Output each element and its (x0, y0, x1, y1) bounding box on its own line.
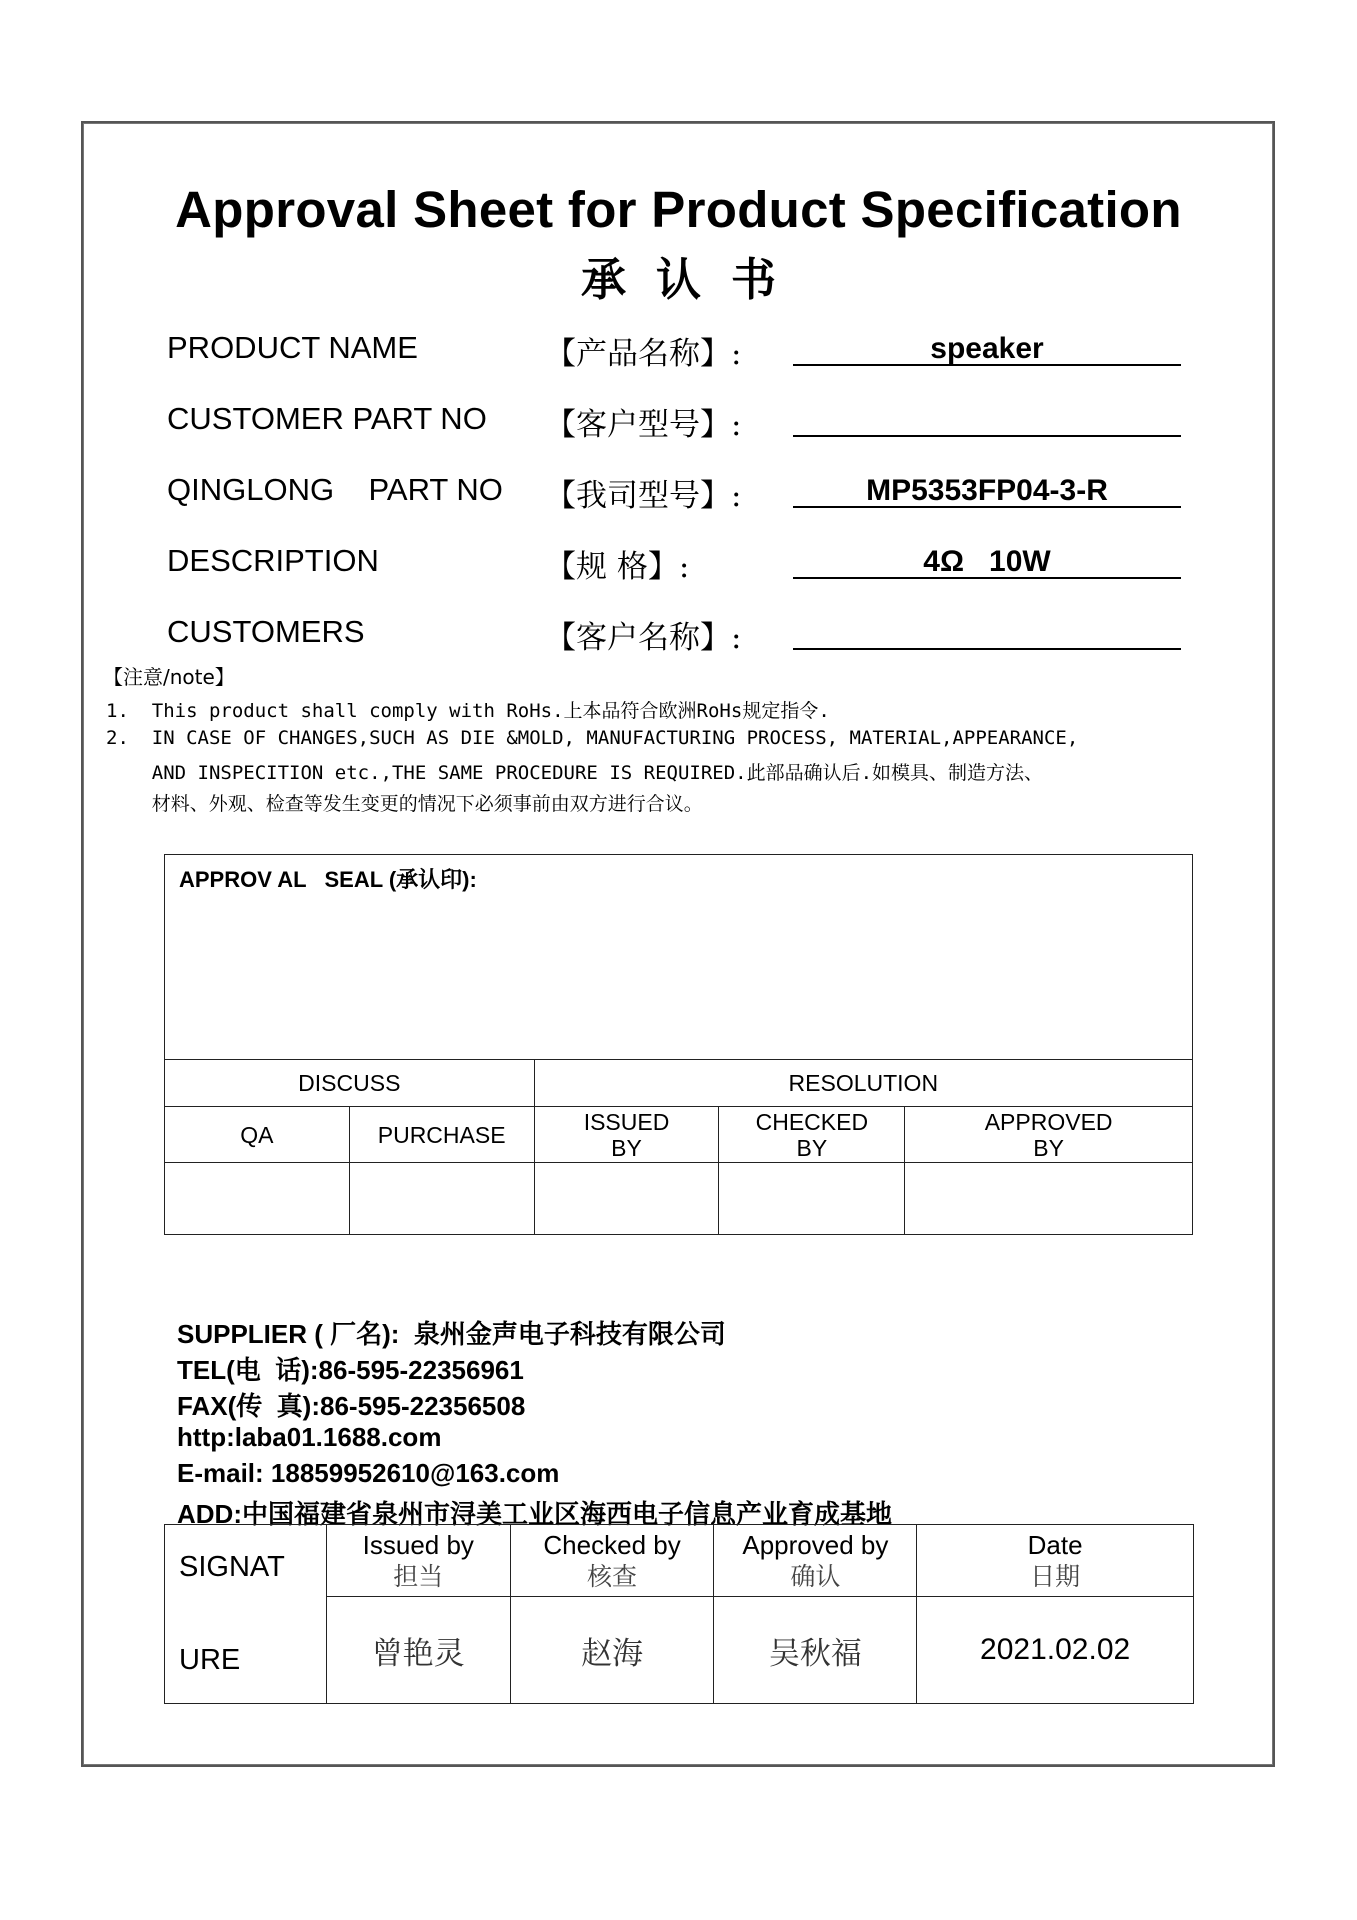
approved-by-en: Approved by (742, 1529, 889, 1560)
date-cn: 日期 (1030, 1561, 1081, 1591)
note-line: 材料、外观、检查等发生变更的情况下必须事前由双方进行合议。 (106, 793, 703, 815)
approved-by-line-2: BY (1033, 1134, 1064, 1161)
field-label: QINGLONG PART NO (167, 472, 503, 507)
signature-label-line-2: URE (179, 1644, 241, 1676)
supplier-fax: FAX(传 真):86-595-22356508 (177, 1391, 526, 1421)
issued-by-line-1: ISSUED (583, 1108, 670, 1135)
date-en: Date (1027, 1529, 1083, 1560)
field-product-name (0, 322, 1357, 374)
checked-by-cn: 核查 (587, 1561, 638, 1591)
signature-label (165, 1525, 327, 1704)
field-label: CUSTOMERS (167, 614, 365, 649)
date-value: 2021.02.02 (917, 1597, 1194, 1704)
approved-by-name: 吴秋福 (714, 1597, 917, 1704)
title-english: Approval Sheet for Product Specification (175, 181, 1182, 238)
checked-by-header (719, 1107, 905, 1163)
approved-by-cn: 确认 (790, 1561, 841, 1591)
field-customers (0, 606, 1357, 658)
issued-by-header (534, 1107, 719, 1163)
checked-by-heading (510, 1525, 714, 1597)
title-chinese: 承认书 (580, 253, 806, 306)
approved-by-heading (714, 1525, 917, 1597)
qa-header: QA (165, 1107, 350, 1163)
note-line: AND INSPECITION etc.,THE SAME PROCEDURE IS REQUIRED.此部品确认后.如模具、制造方法、 (106, 762, 1044, 784)
field-label-cn: 【客户型号】: (545, 407, 742, 443)
approved-by-cell (905, 1163, 1193, 1235)
field-underline (793, 506, 1181, 508)
signature-label-line-1: SIGNAT (179, 1551, 285, 1583)
field-underline (793, 364, 1181, 366)
supplier-email: E-mail: 18859952610@163.com (177, 1458, 560, 1488)
approved-by-header (905, 1107, 1193, 1163)
date-heading (917, 1525, 1194, 1597)
checked-by-cell (719, 1163, 905, 1235)
issued-by-heading (326, 1525, 510, 1597)
checked-by-line-2: BY (796, 1134, 828, 1161)
field-value: 4Ω 10W (923, 545, 1051, 578)
approval-seal-area (165, 855, 1193, 1060)
checked-by-line-1: CHECKED (755, 1108, 869, 1135)
issued-by-cell (534, 1163, 719, 1235)
field-value: speaker (930, 332, 1044, 365)
approval-table (164, 854, 1193, 1235)
issued-by-line-2: BY (611, 1134, 642, 1161)
purchase-cell (349, 1163, 534, 1235)
checked-by-name: 赵海 (510, 1597, 714, 1704)
field-underline (793, 435, 1181, 437)
resolution-header: RESOLUTION (534, 1060, 1192, 1107)
issued-by-name: 曾艳灵 (326, 1597, 510, 1704)
field-label: CUSTOMER PART NO (167, 401, 487, 436)
note-line: 1. This product shall comply with RoHs.上本品符合欧洲RoHs规定指令. (106, 700, 830, 722)
qa-cell (165, 1163, 350, 1235)
note-heading: 【注意/note】 (103, 665, 235, 689)
field-label-cn: 【产品名称】: (545, 336, 742, 372)
field-label-cn: 【客户名称】: (545, 620, 742, 656)
supplier-address: ADD:中国福建省泉州市浔美工业区海西电子信息产业育成基地 (177, 1499, 892, 1529)
field-underline (793, 648, 1181, 650)
approval-seal-label: APPROV AL SEAL (承认印): (179, 867, 477, 892)
signature-table (164, 1524, 1194, 1704)
discuss-header: DISCUSS (165, 1060, 535, 1107)
field-label-cn: 【规 格】: (545, 549, 690, 585)
field-label: DESCRIPTION (167, 543, 379, 578)
checked-by-en: Checked by (543, 1529, 681, 1560)
approved-by-line-1: APPROVED (984, 1108, 1113, 1135)
supplier-name: SUPPLIER ( 厂名): 泉州金声电子科技有限公司 (177, 1319, 726, 1349)
issued-by-cn: 担当 (393, 1561, 444, 1591)
field-customer-part-no (0, 393, 1357, 445)
note-line: 2. IN CASE OF CHANGES,SUCH AS DIE &MOLD, MANUFACTURING PROCESS, MATERIAL,APPEARANCE, (106, 727, 1079, 749)
purchase-header: PURCHASE (349, 1107, 534, 1163)
field-label: PRODUCT NAME (167, 330, 418, 365)
supplier-website: http:laba01.1688.com (177, 1422, 442, 1452)
supplier-tel: TEL(电 话):86-595-22356961 (177, 1355, 524, 1385)
field-underline (793, 577, 1181, 579)
field-label-cn: 【我司型号】: (545, 478, 742, 514)
issued-by-en: Issued by (362, 1529, 474, 1560)
field-description (0, 535, 1357, 587)
field-value: MP5353FP04-3-R (866, 474, 1108, 507)
field-qinglong-part-no (0, 464, 1357, 516)
